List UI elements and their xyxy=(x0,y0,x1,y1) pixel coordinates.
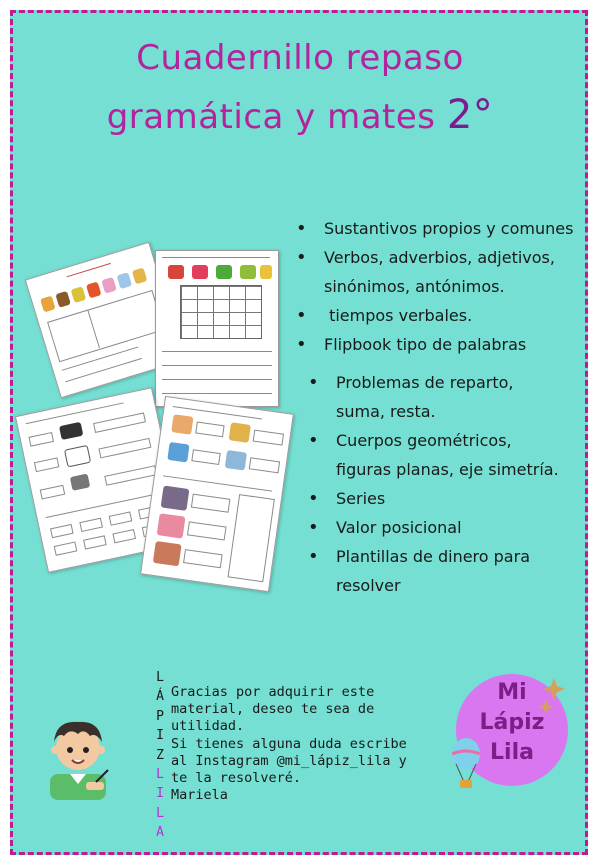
fruit-icon xyxy=(240,265,256,279)
answer-box xyxy=(183,549,223,568)
word-bank-box xyxy=(228,494,275,582)
topic-text: suma, resta. xyxy=(336,402,436,421)
picture-icon xyxy=(59,422,83,440)
fruit-icon xyxy=(216,265,232,279)
fruit-icon xyxy=(192,265,208,279)
picture-icon xyxy=(225,450,247,471)
word-box xyxy=(40,485,66,500)
food-icon xyxy=(71,286,87,303)
answer-box xyxy=(191,494,231,513)
answer-box xyxy=(93,412,146,433)
title-line-2 xyxy=(0,92,600,138)
topic-item xyxy=(288,243,588,301)
thanks-line: te la resolveré. xyxy=(171,770,302,787)
topic-item xyxy=(300,368,590,426)
answer-box xyxy=(187,521,227,540)
question-line xyxy=(162,351,272,352)
word-box xyxy=(112,529,136,543)
picture-icon xyxy=(171,414,193,435)
answer-box xyxy=(253,430,284,446)
logo-line: Lila xyxy=(490,740,534,765)
vertical-letter: I xyxy=(156,728,164,744)
picture-icon xyxy=(229,422,251,443)
logo-text xyxy=(452,678,572,768)
word-box xyxy=(28,432,54,447)
topic-text: • Cuerpos geométricos, xyxy=(336,431,512,450)
picture-icon xyxy=(161,485,190,510)
topic-text: figuras planas, eje simetría. xyxy=(336,460,559,479)
vertical-letter: Z xyxy=(156,747,164,763)
word-box xyxy=(34,457,60,472)
math-topics-list xyxy=(300,368,590,600)
topic-item xyxy=(288,330,588,359)
word-box xyxy=(54,541,78,555)
title-line-1: Cuadernillo repaso xyxy=(136,38,464,78)
thanks-line: material, deseo te sea de xyxy=(171,701,375,718)
picture-icon xyxy=(167,442,189,463)
topic-text: • Problemas de reparto, xyxy=(336,373,514,392)
vertical-letter: A xyxy=(156,825,164,841)
picture-icon xyxy=(64,445,91,468)
topic-item xyxy=(288,301,588,330)
vertical-letter: L xyxy=(156,805,164,821)
food-icon xyxy=(40,296,56,313)
thanks-line: Gracias por adquirir este xyxy=(171,684,375,700)
topic-item xyxy=(288,214,588,243)
fruit-icon xyxy=(260,265,272,279)
topic-text: • Sustantivos propios y comunes xyxy=(324,219,574,238)
question-line xyxy=(162,393,272,394)
vertical-letter: I xyxy=(156,786,164,802)
vertical-letter: L xyxy=(156,670,164,685)
word-box xyxy=(50,524,74,538)
logo-line: Lápiz xyxy=(479,710,545,735)
word-box xyxy=(79,518,103,532)
thanks-line: Mariela xyxy=(171,787,228,804)
food-icon xyxy=(117,272,133,289)
topic-text: • Verbos, adverbios, adjetivos, xyxy=(324,248,555,267)
topic-item xyxy=(300,484,590,513)
title-line-2-text: gramática y mates xyxy=(106,97,436,137)
picture-icon xyxy=(157,513,186,538)
topic-item xyxy=(300,513,590,542)
topic-text: • Plantillas de dinero para xyxy=(336,547,530,566)
vertical-letter: Á xyxy=(156,689,164,705)
picture-icon xyxy=(153,541,182,566)
grammar-topics-list xyxy=(288,214,588,359)
answer-box xyxy=(104,465,157,486)
vertical-letter: L xyxy=(156,767,164,783)
worksheet-thumbnail-table xyxy=(155,250,279,407)
thanks-line: al Instagram @mi_lápiz_lila y xyxy=(171,752,407,769)
topic-text: resolver xyxy=(336,576,401,595)
fruit-icon xyxy=(168,265,184,279)
question-line xyxy=(162,365,272,366)
topic-text: sinónimos, antónimos. xyxy=(324,277,505,296)
sheet-heading-line xyxy=(67,263,111,277)
logo-line: Mi xyxy=(497,680,527,705)
thanks-line: Si tienes alguna duda escribe xyxy=(171,735,407,752)
question-line xyxy=(162,379,272,380)
topic-text: • tiempos verbales. xyxy=(324,306,473,325)
boy-writing-illustration xyxy=(38,712,118,802)
thanks-line: utilidad. xyxy=(171,718,245,735)
answer-box xyxy=(195,421,224,437)
food-icon xyxy=(55,291,71,308)
food-icon xyxy=(86,282,102,299)
food-icon xyxy=(132,268,148,285)
answer-box xyxy=(98,438,151,459)
sheet-heading-line xyxy=(162,257,270,258)
vertical-letter: P xyxy=(156,708,164,724)
topic-item xyxy=(300,426,590,484)
grade-label: 2° xyxy=(446,92,494,138)
thanks-message xyxy=(171,684,433,804)
sheet-heading-line xyxy=(46,494,154,518)
word-box xyxy=(109,511,133,525)
food-icon xyxy=(101,277,117,294)
word-box xyxy=(83,535,107,549)
data-table-grid xyxy=(180,285,262,339)
vertical-brand-word xyxy=(153,668,167,843)
topic-item xyxy=(300,542,590,600)
picture-icon xyxy=(70,473,91,490)
topic-text: • Valor posicional xyxy=(336,518,462,537)
topic-text: • Series xyxy=(336,489,386,508)
worksheet-thumbnail-antonyms xyxy=(140,396,294,592)
answer-box xyxy=(249,457,280,473)
answer-box xyxy=(191,449,220,465)
topic-text: • Flipbook tipo de palabras xyxy=(324,335,527,354)
